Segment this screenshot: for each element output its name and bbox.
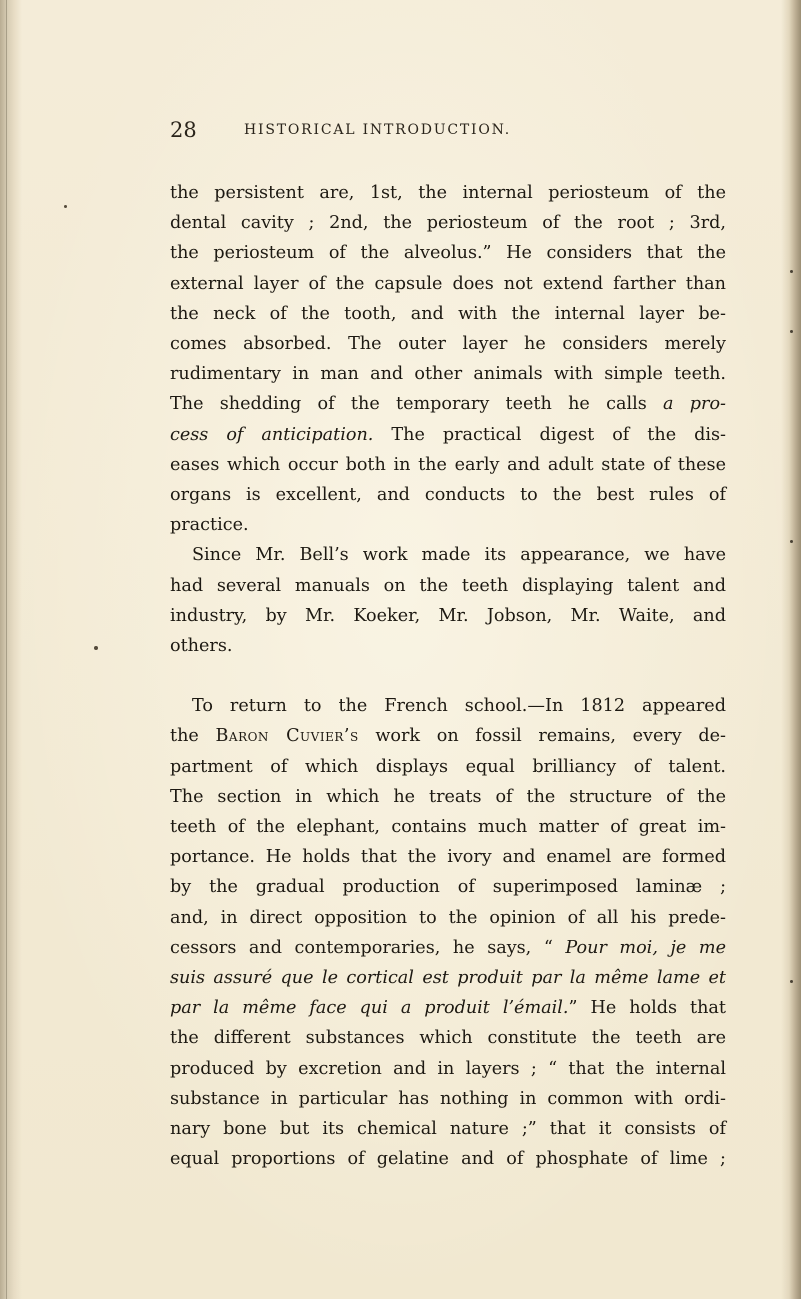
body-text xyxy=(170,178,726,1175)
text-line: Since Mr. Bell’s work made its appearance, we have xyxy=(192,545,726,566)
text-line: dental cavity ; 2nd, the periosteum of the root ; 3rd, xyxy=(170,213,726,234)
text-line: portance. He holds that the ivory and enamel are formed xyxy=(170,847,726,868)
text-run: work on fossil remains, every de- xyxy=(358,726,726,747)
ink-fleck xyxy=(790,330,793,333)
text-line-with-italic xyxy=(170,993,726,1023)
text-run: The shedding of the temporary teeth he calls xyxy=(170,394,664,415)
text-run: the xyxy=(170,726,216,747)
text-line: comes absorbed. The outer layer he considers merely xyxy=(170,334,726,355)
ink-fleck xyxy=(790,540,793,543)
binding-shadow-line xyxy=(6,0,7,1299)
text-line-with-italic xyxy=(170,420,726,450)
text-line: by the gradual production of superimposed laminæ ; xyxy=(170,877,726,898)
text-line-with-italic xyxy=(170,389,726,419)
ink-fleck xyxy=(790,270,793,273)
text-run: The practical digest of the dis- xyxy=(373,424,726,445)
text-line: teeth of the elephant, contains much matter of great im- xyxy=(170,817,726,838)
text-line: nary bone but its chemical nature ;” that it consists of xyxy=(170,1119,726,1140)
page-header xyxy=(170,118,630,156)
text-line: produced by excretion and in layers ; “ that the internal xyxy=(170,1058,726,1079)
italic-run: Pour moi, je me xyxy=(565,937,726,958)
text-line: had several manuals on the teeth displaying talent and xyxy=(170,575,726,596)
text-line: rudimentary in man and other animals with simple teeth. xyxy=(170,364,726,385)
text-line: organs is excellent, and conducts to the best rules of xyxy=(170,485,726,506)
small-caps-run: Baron Cuvier’s xyxy=(215,726,359,747)
text-line: substance in particular has nothing in common with ordi- xyxy=(170,1088,726,1109)
page-number: 28 xyxy=(170,118,197,142)
ink-fleck xyxy=(790,980,793,983)
text-line: external layer of the capsule does not extend farther than xyxy=(170,273,726,294)
text-line: the persistent are, 1st, the internal periosteum of the xyxy=(170,183,726,203)
page-binding-edge xyxy=(0,0,22,1299)
italic-run: cess of anticipation. xyxy=(170,424,374,445)
text-line: partment of which displays equal brilliancy of talent. xyxy=(170,756,726,777)
text-line-with-italic xyxy=(170,933,726,963)
running-title: HISTORICAL INTRODUCTION. xyxy=(244,122,512,138)
text-line: industry, by Mr. Koeker, Mr. Jobson, Mr. Waite, and xyxy=(170,605,726,626)
text-line: To return to the French school.—In 1812 appeared xyxy=(192,696,726,717)
italic-run: a pro- xyxy=(663,394,727,415)
text-line: The section in which he treats of the structure of the xyxy=(170,786,726,807)
ink-fleck xyxy=(64,205,67,208)
ink-fleck xyxy=(94,646,98,650)
text-run: ” He holds that xyxy=(568,998,726,1019)
text-line: the periosteum of the alveolus.” He considers that the xyxy=(170,243,726,264)
text-run: cessors and contemporaries, he says, “ xyxy=(170,937,566,958)
text-line: practice. xyxy=(170,515,249,536)
text-line: equal proportions of gelatine and of phosphate of lime ; xyxy=(170,1149,726,1170)
page-right-edge xyxy=(781,0,801,1299)
text-line: the neck of the tooth, and with the internal layer be- xyxy=(170,303,726,324)
text-line: others. xyxy=(170,636,233,657)
italic-line: suis assuré que le cortical est produit par la même lame et xyxy=(170,968,726,989)
italic-run: par la même face qui a produit l’émail. xyxy=(170,998,569,1019)
text-line-with-small-caps xyxy=(170,721,726,751)
text-line: and, in direct opposition to the opinion of all his prede- xyxy=(170,907,726,928)
paragraph-gap xyxy=(170,661,726,691)
text-line: eases which occur both in the early and adult state of these xyxy=(170,454,726,475)
text-line: the different substances which constitute the teeth are xyxy=(170,1028,726,1049)
